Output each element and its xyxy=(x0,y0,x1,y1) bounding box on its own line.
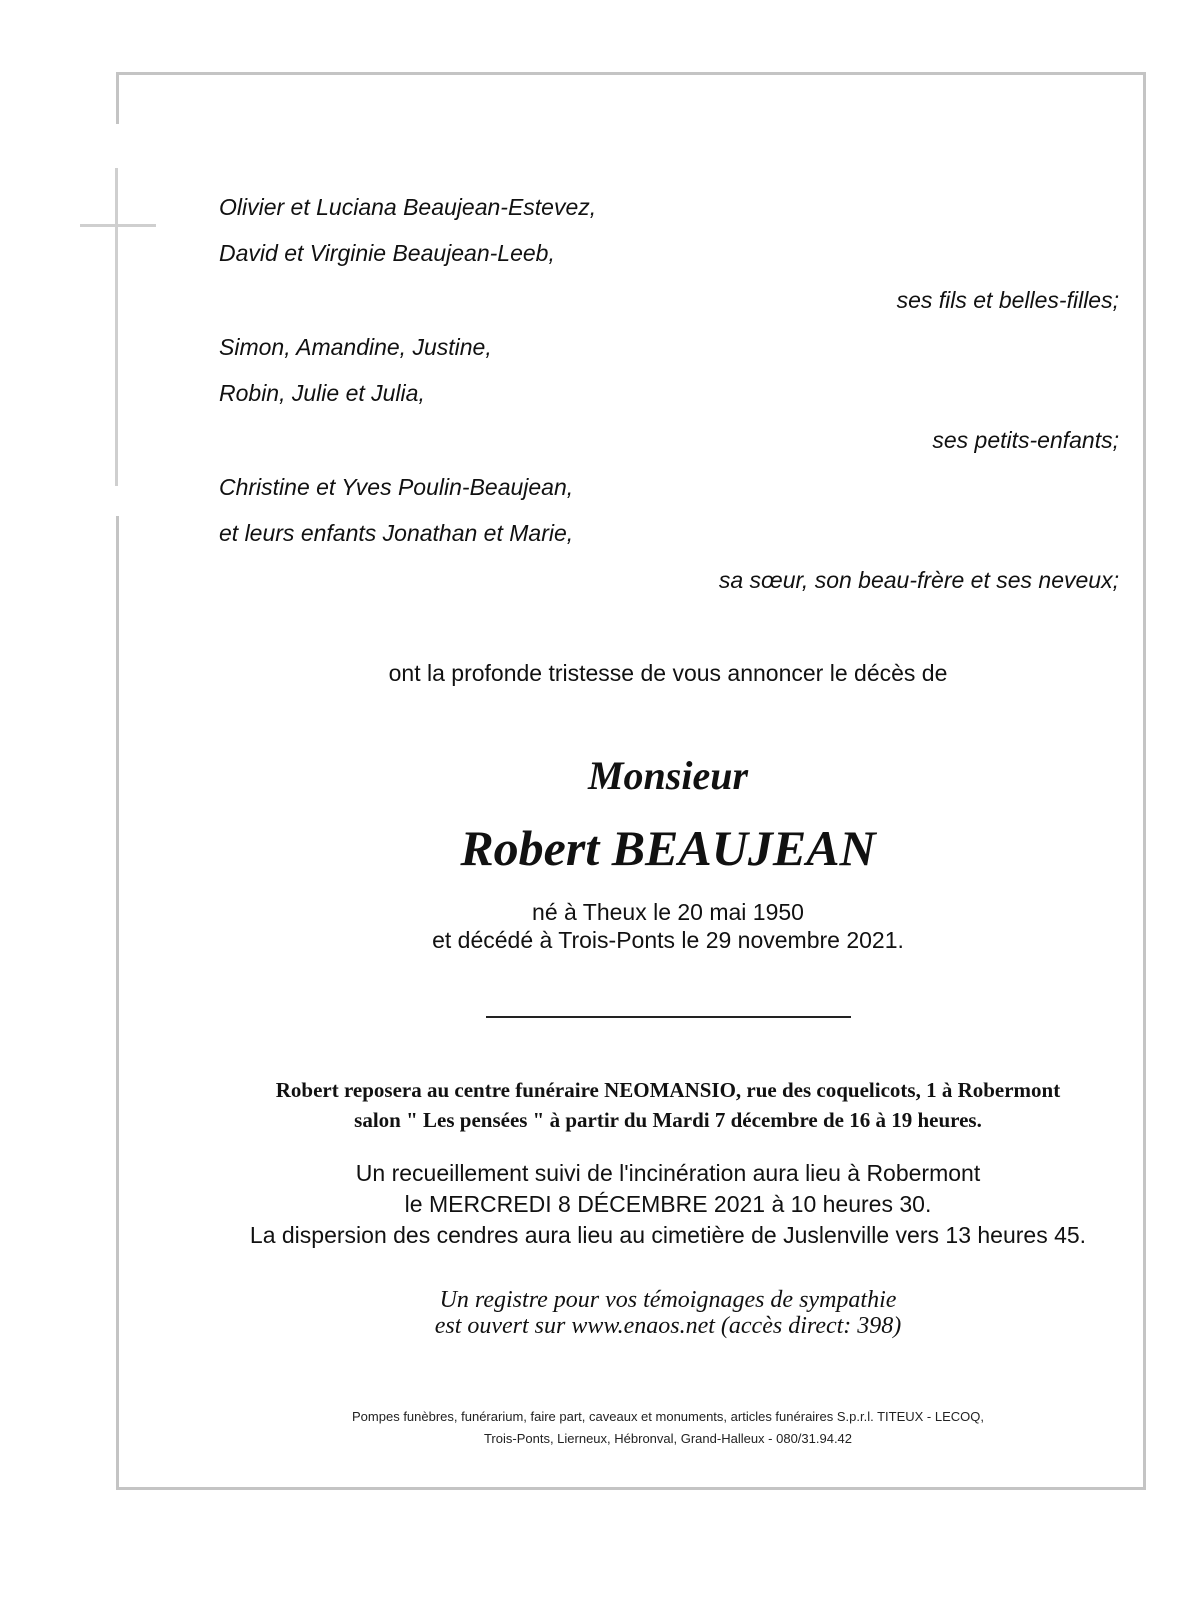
register-line: est ouvert sur www.enaos.net (accès direct: 398) xyxy=(434,1313,902,1339)
frame-top-border xyxy=(116,72,1146,75)
death-info: et décédé à Trois-Ponts le 29 novembre 2021. xyxy=(432,927,904,953)
family-line: Simon, Amandine, Justine, xyxy=(219,334,492,360)
cross-horizontal-bar xyxy=(80,224,156,227)
family-line: Christine et Yves Poulin-Beaujean, xyxy=(219,474,574,500)
deceased-name: Robert BEAUJEAN xyxy=(460,820,876,876)
relation-line: ses petits-enfants; xyxy=(932,427,1119,453)
family-line: Olivier et Luciana Beaujean-Estevez, xyxy=(219,194,597,220)
birth-info: né à Theux le 20 mai 1950 xyxy=(532,899,804,925)
relation-line: sa sœur, son beau-frère et ses neveux; xyxy=(718,567,1119,593)
family-line: et leurs enfants Jonathan et Marie, xyxy=(219,520,574,546)
register-line: Un registre pour vos témoignages de sympathie xyxy=(439,1287,897,1313)
announcement-text: ont la profonde tristesse de vous annoncer le décès de xyxy=(388,660,948,686)
ceremony-line: Un recueillement suivi de l'incinération aura lieu à Robermont xyxy=(355,1160,981,1186)
family-line: Robin, Julie et Julia, xyxy=(219,380,425,406)
relation-line: ses fils et belles-filles; xyxy=(896,287,1119,313)
section-divider xyxy=(486,1016,851,1018)
ceremony-line: le MERCREDI 8 DÉCEMBRE 2021 à 10 heures 30. xyxy=(404,1191,932,1217)
frame-left-border-top xyxy=(116,72,119,124)
viewing-line: Robert reposera au centre funéraire NEOMANSIO, rue des coquelicots, 1 à Robermont xyxy=(275,1078,1061,1102)
frame-bottom-border xyxy=(116,1487,1146,1490)
cross-vertical-bar xyxy=(115,168,118,486)
deceased-title: Monsieur xyxy=(587,753,749,798)
family-line: David et Virginie Beaujean-Leeb, xyxy=(219,240,555,266)
footer-line: Trois-Ponts, Lierneux, Hébronval, Grand-Halleux - 080/31.94.42 xyxy=(483,1431,853,1446)
ceremony-line: La dispersion des cendres aura lieu au cimetière de Juslenville vers 13 heures 45. xyxy=(249,1222,1087,1248)
footer-line: Pompes funèbres, funérarium, faire part, caveaux et monuments, articles funéraires S.p.r.l. TITEUX - LECOQ, xyxy=(352,1409,984,1424)
viewing-line: salon " Les pensées " à partir du Mardi 7 décembre de 16 à 19 heures. xyxy=(354,1108,982,1132)
